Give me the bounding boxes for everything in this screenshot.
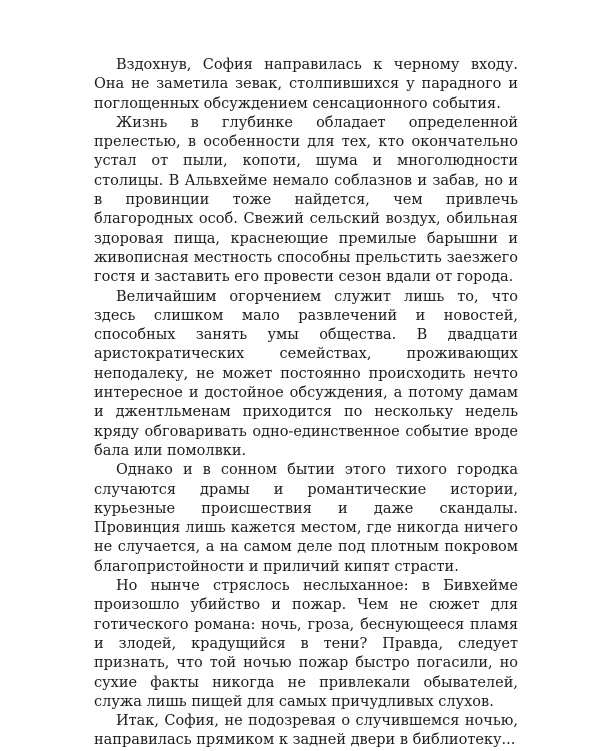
paragraph-4: Однако и в сонном бытии этого тихого городка случаются драмы и романтические истории, курьезные происшествия и даже скандалы. Провинция лишь кажется местом, где никогда ничего не случается, а на самом деле под плотным покровом благопристойности и приличий кипят страсти. bbox=[94, 462, 518, 575]
paragraph-5: Но нынче стряслось неслыханное: в Бивхейме произошло убийство и пожар. Чем не сюжет для готического романа: ночь, гроза, беснующееся пламя и злодей, крадущийся в тени? Правда, следует признать, что той ночью пожар быстро погасили, но сухие факты никогда не привлекали обывателей, служа лишь пищей для самых причудливых слухов. bbox=[94, 578, 518, 710]
paragraph-1: Вздохнув, София направилась к черному входу. Она не заметила зевак, столпившихся у парадного и поглощенных обсуждением сенсационного события. bbox=[94, 57, 518, 112]
page-text-block bbox=[94, 56, 518, 751]
paragraph-6: Итак, София, не подозревая о случившемся ночью, направилась прямиком к задней двери в библиотеку... bbox=[94, 713, 518, 749]
paragraph-3: Величайшим огорчением служит лишь то, что здесь слишком мало развлечений и новостей, способных занять умы общества. В двадцати аристократических семействах, проживающих неподалеку, не может постоянно происходить нечто интересное и достойное обсуждения, а потому дамам и джентльменам приходится по нескольку недель кряду обговаривать одно-единственное событие вроде бала или помолвки. bbox=[94, 288, 518, 459]
paragraph-2: Жизнь в глубинке обладает определенной прелестью, в особенности для тех, кто окончательно устал от пыли, копоти, шума и многолюдности столицы. В Альвхейме немало соблазнов и забав, но и в провинции тоже найдется, чем привлечь благородных особ. Свежий сельский воздух, обильная здоровая пища, краснеющие премилые барышни и живописная местность способны прельстить заезжего гостя и заставить его провести сезон вдали от города. bbox=[94, 114, 518, 286]
